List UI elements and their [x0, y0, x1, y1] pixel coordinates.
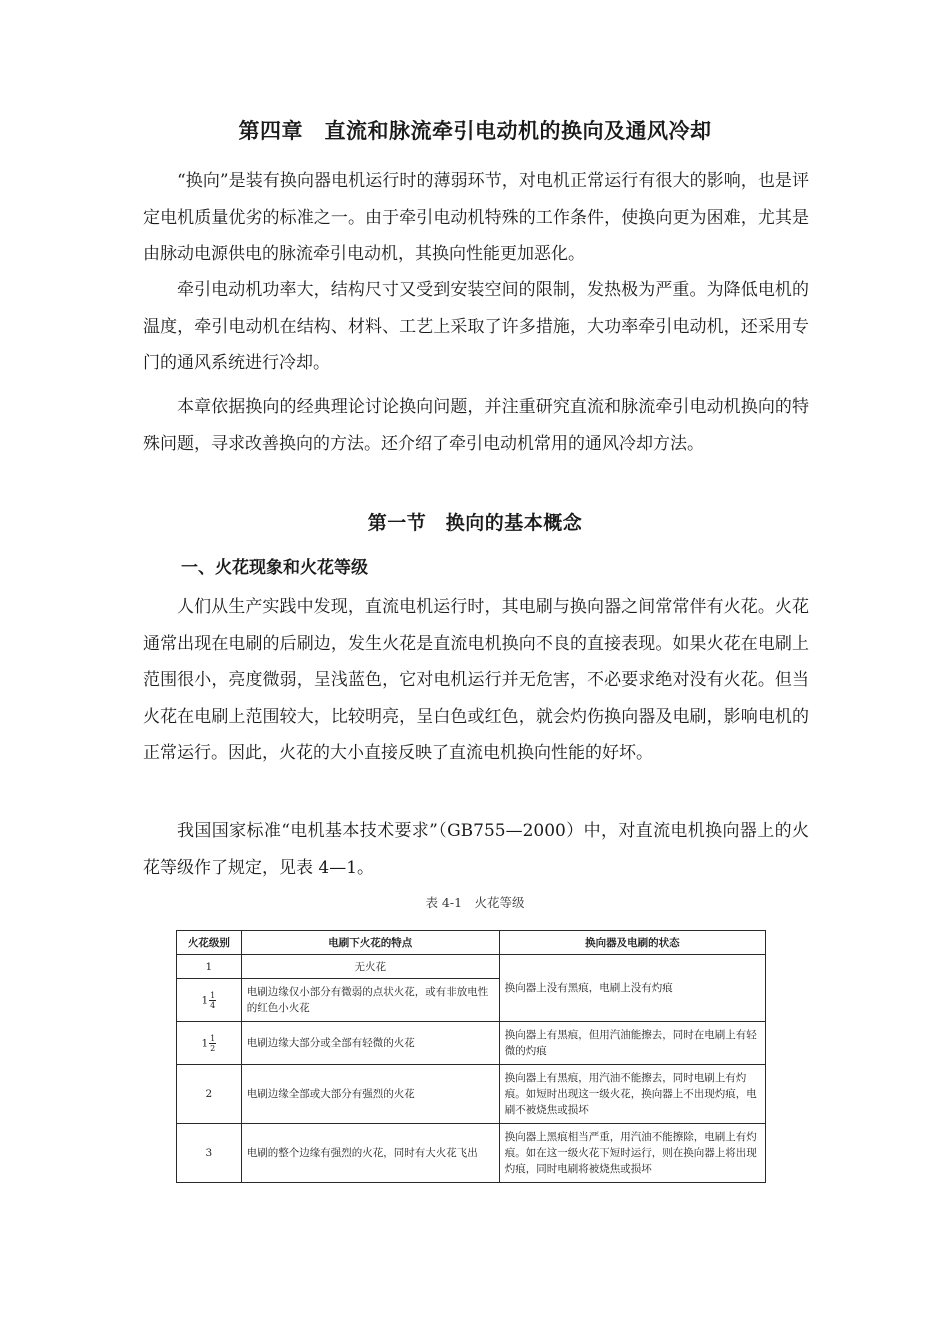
level-fraction: [209, 991, 216, 1010]
section-paragraph-2: 我国国家标准“电机基本技术要求”（GB755—2000）中，对直流电机换向器上的火花等级作了规定，见表 4—1。: [143, 821, 809, 878]
state-cell: 换向器上没有黑痕，电刷上没有灼痕: [499, 955, 765, 1022]
spark-level-table: [176, 930, 766, 1183]
feature-cell: 电刷边缘仅小部分有微弱的点状火花，或有非放电性的红色小火花: [241, 979, 499, 1022]
intro-paragraph-3: 本章依据换向的经典理论讨论换向问题，并注重研究直流和脉流牵引电动机换向的特殊问题，寻求改善换向的方法。还介绍了牵引电动机常用的通风冷却方法。: [143, 397, 809, 454]
level-cell: 2: [177, 1065, 242, 1124]
table-row: [177, 1022, 766, 1065]
state-cell: 换向器上有黑痕，用汽油不能擦去，同时电刷上有灼痕。如短时出现这一级火花，换向器上不出现灼痕，电刷不被烧焦或损坏: [499, 1065, 765, 1124]
state-cell: 换向器上黑痕相当严重，用汽油不能擦除，电刷上有灼痕。如在这一级火花下短时运行，则在换向器上将出现灼痕，同时电刷将被烧焦或损坏: [499, 1124, 765, 1183]
level-cell: [177, 979, 242, 1022]
fraction-numerator: 1: [210, 1033, 216, 1043]
level-whole: 1: [201, 994, 209, 1006]
level-cell: [177, 1022, 242, 1065]
table-header-row: [177, 931, 766, 955]
table-row: [177, 1124, 766, 1183]
spark-level-table-container: [176, 930, 768, 1183]
level-cell: 3: [177, 1124, 242, 1183]
feature-cell: 无火花: [241, 955, 499, 979]
table-row: [177, 1065, 766, 1124]
table-caption: 表 4-1 火花等级: [425, 895, 525, 910]
section-paragraph-1: 人们从生产实践中发现，直流电机运行时，其电刷与换向器之间常常伴有火花。火花通常出现在电刷的后刷边，发生火花是直流电机换向不良的直接表现。如果火花在电刷上范围很小，亮度微弱，呈浅蓝色，它对电机运行并无危害，不必要求绝对没有火花。但当火花在电刷上范围较大，比较明亮，呈白色或红色，就会灼伤换向器及电刷，影响电机的正常运行。因此，火花的大小直接反映了直流电机换向性能的好坏。: [143, 597, 809, 763]
header-feature: 电刷下火花的特点: [241, 931, 499, 955]
level-whole: 1: [201, 1037, 209, 1049]
intro-paragraph-1: “换向”是装有换向器电机运行时的薄弱环节，对电机正常运行有很大的影响，也是评定电机质量优劣的标准之一。由于牵引电动机特殊的工作条件，使换向更为困难，尤其是由脉动电源供电的脉流牵引电动机，其换向性能更加恶化。: [143, 171, 809, 264]
level-cell: 1: [177, 955, 242, 979]
header-state: 换向器及电刷的状态: [499, 931, 765, 955]
feature-cell: 电刷边缘全部或大部分有强烈的火花: [241, 1065, 499, 1124]
header-level: 火花级别: [177, 931, 242, 955]
subsection-title: 一、火花现象和火花等级: [181, 558, 368, 578]
section-title: 第一节 换向的基本概念: [367, 512, 583, 534]
fraction-denominator: 4: [210, 1000, 216, 1010]
table-row: [177, 955, 766, 979]
level-fraction: [209, 1034, 216, 1053]
feature-cell: 电刷边缘大部分或全部有轻微的火花: [241, 1022, 499, 1065]
fraction-denominator: 2: [210, 1043, 216, 1053]
fraction-numerator: 1: [210, 990, 216, 1000]
state-cell: 换向器上有黑痕，但用汽油能擦去，同时在电刷上有轻微的灼痕: [499, 1022, 765, 1065]
feature-cell: 电刷的整个边缘有强烈的火花，同时有大火花飞出: [241, 1124, 499, 1183]
intro-paragraph-2: 牵引电动机功率大，结构尺寸又受到安装空间的限制，发热极为严重。为降低电机的温度，牵引电动机在结构、材料、工艺上采取了许多措施，大功率牵引电动机，还采用专门的通风系统进行冷却。: [143, 280, 809, 373]
chapter-title: 第四章 直流和脉流牵引电动机的换向及通风冷却: [238, 119, 712, 143]
